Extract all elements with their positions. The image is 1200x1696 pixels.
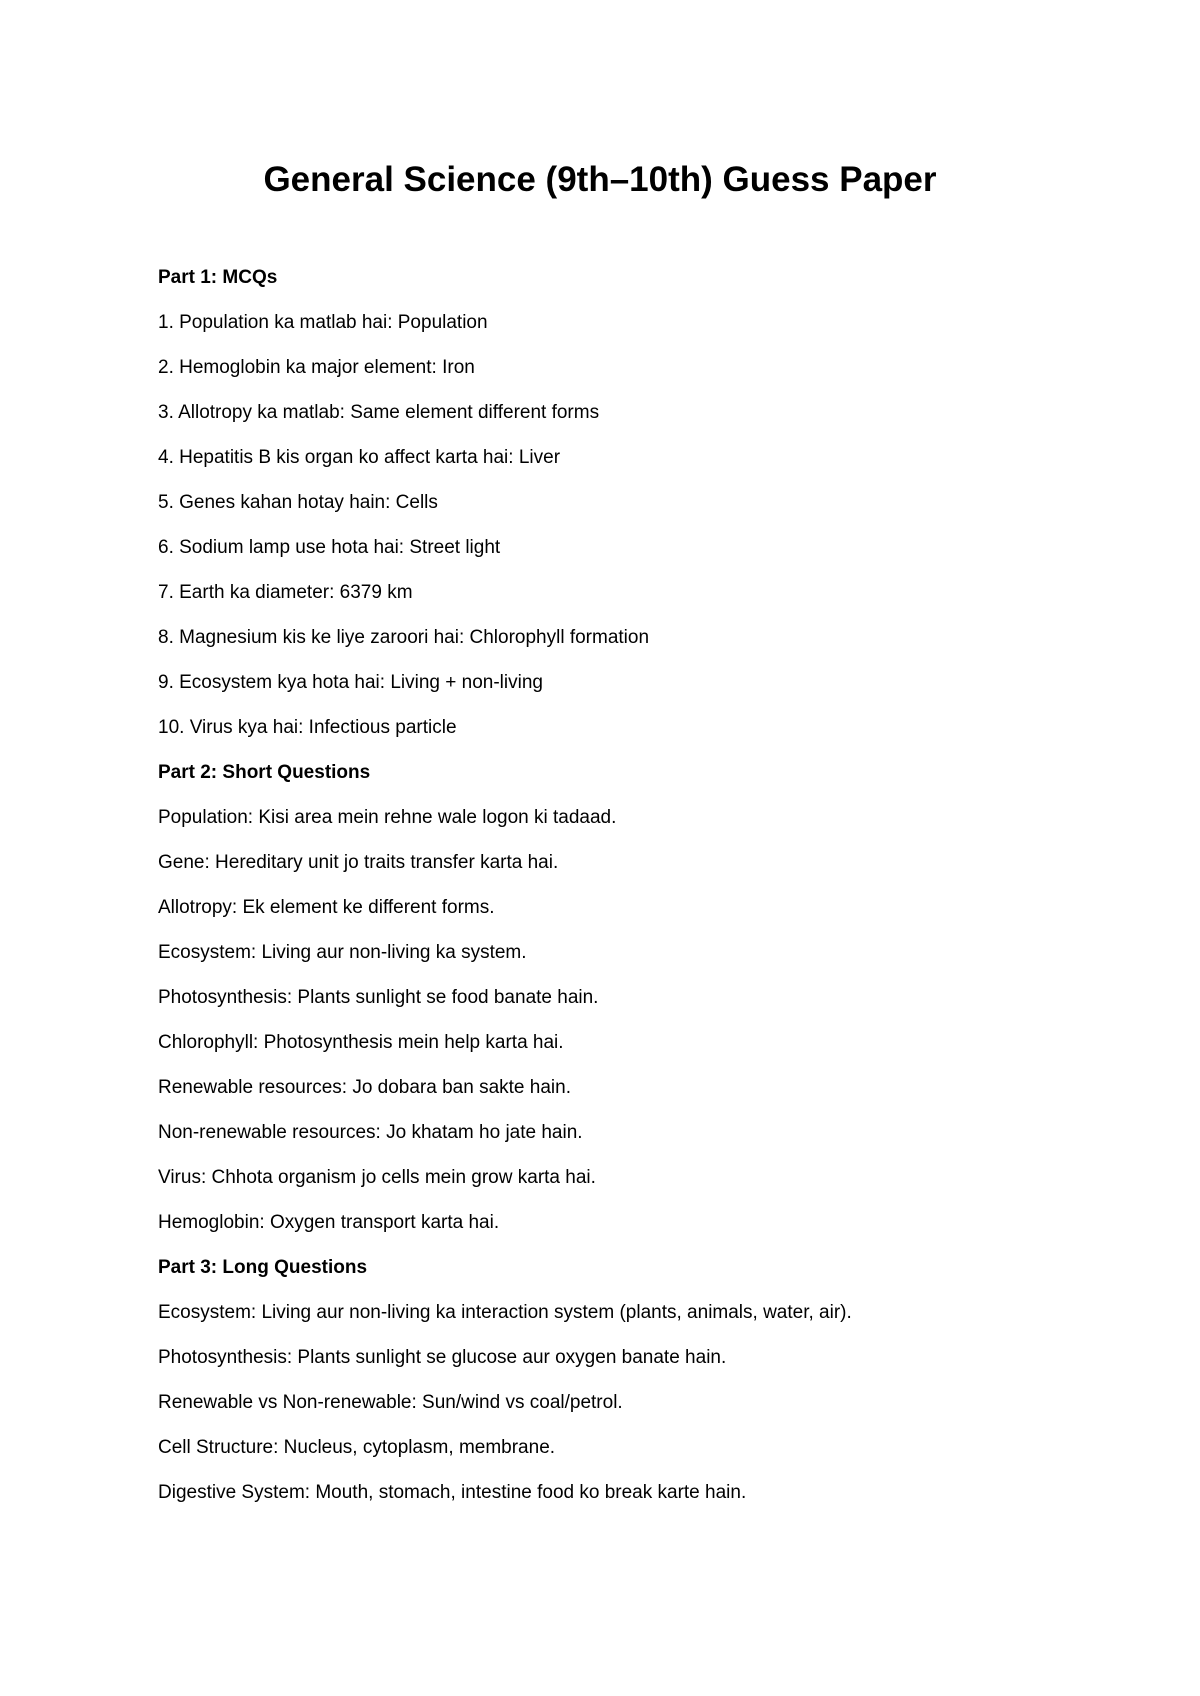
short-question-item: Non-renewable resources: Jo khatam ho jate hain.	[158, 1122, 583, 1143]
mcq-item: 8. Magnesium kis ke liye zaroori hai: Chlorophyll formation	[158, 627, 650, 648]
mcq-item: 10. Virus kya hai: Infectious particle	[158, 717, 457, 738]
mcq-item: 9. Ecosystem kya hota hai: Living + non-living	[158, 672, 543, 693]
mcq-item: 6. Sodium lamp use hota hai: Street light	[158, 537, 501, 558]
mcq-item: 2. Hemoglobin ka major element: Iron	[158, 357, 475, 378]
part1-heading: Part 1: MCQs	[158, 267, 278, 288]
short-question-item: Photosynthesis: Plants sunlight se food banate hain.	[158, 987, 599, 1008]
part2-section	[158, 750, 1058, 1245]
short-question-item: Virus: Chhota organism jo cells mein grow karta hai.	[158, 1167, 596, 1188]
short-question-item: Ecosystem: Living aur non-living ka system.	[158, 942, 527, 963]
mcq-item: 3. Allotropy ka matlab: Same element different forms	[158, 402, 600, 423]
short-question-item: Hemoglobin: Oxygen transport karta hai.	[158, 1212, 500, 1233]
mcq-item: 4. Hepatitis B kis organ ko affect karta hai: Liver	[158, 447, 561, 468]
mcq-item: 1. Population ka matlab hai: Population	[158, 312, 488, 333]
short-question-item: Gene: Hereditary unit jo traits transfer karta hai.	[158, 852, 559, 873]
page-title: General Science (9th–10th) Guess Paper	[263, 160, 937, 199]
long-question-item: Digestive System: Mouth, stomach, intestine food ko break karte hain.	[158, 1482, 747, 1503]
short-question-item: Population: Kisi area mein rehne wale logon ki tadaad.	[158, 807, 617, 828]
short-question-item: Renewable resources: Jo dobara ban sakte hain.	[158, 1077, 571, 1098]
long-question-item: Photosynthesis: Plants sunlight se glucose aur oxygen banate hain.	[158, 1347, 727, 1368]
short-question-item: Chlorophyll: Photosynthesis mein help karta hai.	[158, 1032, 564, 1053]
short-question-item: Allotropy: Ek element ke different forms.	[158, 897, 495, 918]
part1-section	[158, 255, 1058, 750]
mcq-item: 5. Genes kahan hotay hain: Cells	[158, 492, 438, 513]
long-question-item: Renewable vs Non-renewable: Sun/wind vs coal/petrol.	[158, 1392, 623, 1413]
document-body	[158, 255, 1058, 1515]
part3-section	[158, 1245, 1058, 1515]
long-question-item: Cell Structure: Nucleus, cytoplasm, membrane.	[158, 1437, 556, 1458]
part3-heading: Part 3: Long Questions	[158, 1257, 368, 1278]
mcq-item: 7. Earth ka diameter: 6379 km	[158, 582, 413, 603]
long-question-item: Ecosystem: Living aur non-living ka interaction system (plants, animals, water, air).	[158, 1302, 852, 1323]
part2-heading: Part 2: Short Questions	[158, 762, 371, 783]
